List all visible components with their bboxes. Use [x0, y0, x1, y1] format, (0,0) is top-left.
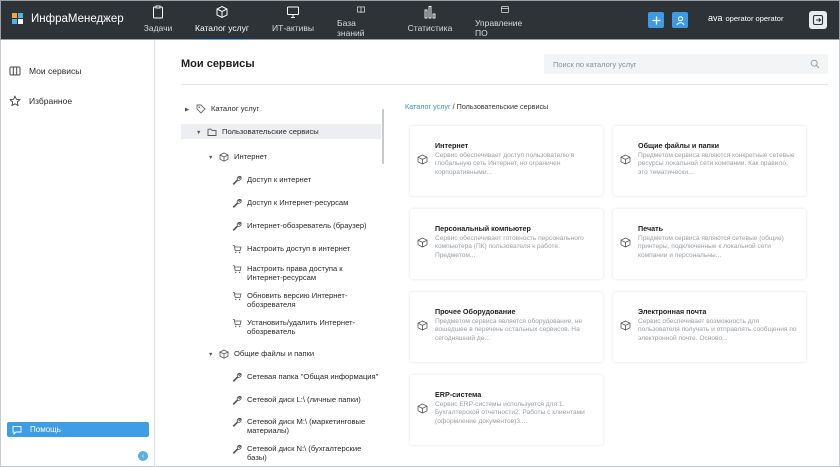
logout-button[interactable]	[809, 11, 827, 29]
expand-arrow-icon[interactable]: ▼	[208, 155, 214, 161]
cube-icon	[620, 154, 631, 165]
card-description: Предметом сервиса являются сетевые (общие) принтеры, подключенные к локальной сети компании и персональны...	[638, 235, 784, 259]
service-card[interactable]	[410, 292, 603, 362]
expand-arrow-icon[interactable]: ▼	[208, 352, 214, 358]
tree-leaf[interactable]	[232, 372, 382, 382]
service-card[interactable]	[410, 209, 603, 279]
logo-icon	[11, 12, 25, 26]
tree-node-label: Установить/удалить Интернет-обозреватель	[247, 318, 356, 336]
expand-arrow-icon[interactable]: ▶	[185, 107, 190, 113]
card-title: Интернет	[435, 141, 469, 150]
tree-node-label: Настроить права доступа к Интернет-ресурсам	[247, 264, 343, 282]
card-title: ERP-система	[435, 390, 482, 399]
page-title: Мои сервисы	[181, 58, 255, 70]
tree-leaf[interactable]	[232, 318, 367, 336]
card-title: Общие файлы и папки	[638, 141, 720, 150]
tree-leaf[interactable]	[232, 264, 362, 282]
tree-leaf[interactable]	[232, 417, 372, 435]
user-menu[interactable]	[708, 13, 783, 23]
expand-arrow-icon[interactable]: ▼	[196, 130, 202, 136]
tree-node-label: Интернет-обозреватель (браузер)	[247, 221, 367, 230]
tree-leaf[interactable]	[232, 244, 382, 254]
service-card[interactable]	[613, 292, 806, 362]
user-icon	[675, 15, 686, 26]
tree-leaf[interactable]	[232, 175, 382, 185]
card-description: Предметом сервиса является оборудование, не вошедшее в перечень остальных сервисов. На сегодняшний де...	[435, 318, 583, 342]
tree-node-label: Сетевой диск N:\ (бухгалтерские базы)	[247, 444, 362, 462]
search-input[interactable]	[553, 60, 793, 69]
card-title: Печать	[638, 224, 664, 233]
card-description: Предметом сервиса являются конкретные сетевые ресурсы локальной сети компании. Как правило, это тематически...	[638, 152, 795, 176]
plus-icon	[651, 15, 662, 26]
nav-software-management[interactable]: Управление ПО	[475, 5, 535, 38]
tree-node-label: Настроить доступ в интернет	[247, 244, 351, 253]
wrench-icon	[232, 221, 242, 231]
tree-leaf[interactable]	[232, 444, 372, 462]
wrench-icon	[232, 395, 242, 405]
breadcrumb	[405, 102, 548, 111]
tree-node-label: Сетевой диск M:\ (маркетинговые материалы)	[247, 417, 366, 435]
service-card[interactable]	[613, 126, 806, 196]
avatar: ava	[708, 13, 723, 23]
service-card[interactable]	[613, 209, 806, 279]
tree-node-label: Каталог услуг	[211, 104, 260, 113]
cube-icon	[219, 349, 229, 359]
tree-node-label: Доступ к Интернет-ресурсам	[247, 198, 349, 207]
wrench-icon	[232, 372, 242, 382]
card-description: Сервис ERP-системы используется для:1. Бухгалтерской отчетности2. Работы с клиентами (оформление документов)3....	[435, 401, 585, 425]
columns-icon	[9, 65, 21, 77]
card-title: Прочее Оборудование	[435, 307, 516, 316]
search-icon[interactable]	[810, 59, 820, 69]
card-title: Электронная почта	[638, 307, 707, 316]
cube-icon	[417, 237, 428, 248]
service-card[interactable]	[410, 126, 603, 196]
wrench-icon	[232, 417, 242, 427]
cube-icon	[219, 152, 229, 162]
tree-node-internet[interactable]	[208, 152, 267, 163]
breadcrumb-link[interactable]: Каталог услуг	[405, 102, 451, 111]
cube-icon	[620, 320, 631, 331]
folder-icon	[207, 127, 217, 137]
add-button[interactable]	[648, 12, 664, 28]
star-icon	[9, 95, 21, 107]
help-button[interactable]: Помощь	[7, 422, 149, 437]
user-name: operator operator	[725, 14, 784, 23]
breadcrumb-separator: /	[450, 102, 457, 111]
logout-icon	[812, 14, 824, 26]
tree-leaf[interactable]	[232, 291, 362, 309]
wrench-icon	[232, 175, 242, 185]
card-description: Сервис обеспечивает возможность для пользователя получать и отправлять сообщения по электронной почте. Осново...	[638, 318, 797, 342]
top-bar	[0, 0, 840, 40]
tree-node-label: Пользовательские сервисы	[222, 127, 319, 136]
nav-tasks[interactable]: Задачи	[141, 5, 175, 38]
chevron-left-icon: ‹	[141, 452, 145, 460]
app-logo[interactable]	[11, 12, 124, 26]
nav-service-catalog[interactable]: Каталог услуг	[194, 5, 250, 38]
tree-node-label: Доступ к интернет	[247, 175, 312, 184]
nav-it-assets[interactable]: ИТ-активы	[271, 5, 315, 38]
cart-icon	[232, 291, 242, 301]
bar-chart-icon	[423, 5, 437, 19]
breadcrumb-current: Пользовательские сервисы	[456, 102, 549, 111]
sidebar	[0, 40, 155, 467]
collapse-sidebar-button[interactable]	[138, 451, 148, 461]
tree-node-label: Общие файлы и папки	[234, 349, 315, 358]
main-content	[156, 40, 840, 467]
sidebar-item-favorites[interactable]	[9, 95, 72, 107]
user-profile-button[interactable]	[672, 12, 688, 28]
tree-leaf[interactable]	[232, 221, 382, 231]
card-description: Сервис обеспечивает доступ пользователю в глобальную сеть Интернет, но ограничен корпоративными...	[435, 152, 575, 176]
cube-icon	[417, 403, 428, 414]
cart-icon	[232, 264, 242, 274]
sidebar-item-my-services[interactable]	[9, 65, 81, 77]
tree-node-label: Сетевой диск L:\ (личные папки)	[247, 395, 361, 404]
card-description: Сервис обеспечивает готовность персонального компьютера (ПК) пользователя к работе. Предметом...	[435, 235, 584, 259]
divider	[181, 84, 828, 85]
tree-leaf[interactable]	[232, 198, 382, 208]
cube-icon	[620, 237, 631, 248]
book-icon	[354, 5, 368, 14]
tree-node-label: Сетевая папка "Общая информация"	[247, 372, 379, 381]
tree-node-catalog[interactable]	[185, 104, 259, 115]
tree-scrollbar[interactable]	[382, 109, 384, 164]
cart-icon	[232, 244, 242, 254]
clipboard-icon	[151, 5, 165, 19]
sidebar-item-label: Мои сервисы	[29, 66, 82, 76]
cart-icon	[232, 318, 242, 328]
service-card[interactable]	[410, 375, 603, 445]
card-title: Персональный компьютер	[435, 224, 531, 233]
tree-node-label: Интернет	[234, 152, 268, 161]
tree-node-shared-files[interactable]	[208, 349, 314, 360]
nav-knowledge-base[interactable]: База знаний	[337, 5, 385, 38]
cube-icon	[417, 154, 428, 165]
cube-icon	[215, 5, 229, 19]
search-box[interactable]	[544, 54, 828, 74]
cube-icon	[417, 320, 428, 331]
window-icon	[498, 5, 512, 14]
app-title: ИнфраМенеджер	[31, 13, 124, 25]
wrench-icon	[232, 198, 242, 208]
tree-node-label: Обновить версию Интернет-обозревателя	[247, 291, 348, 309]
tree-leaf[interactable]	[232, 395, 382, 405]
sidebar-item-label: Избранное	[29, 96, 73, 106]
catalog-tree	[181, 97, 384, 467]
nav-statistics[interactable]: Статистика	[406, 5, 454, 38]
monitor-icon	[286, 5, 300, 19]
wrench-icon	[232, 444, 242, 454]
tag-icon	[196, 104, 206, 114]
tree-node-user-services[interactable]	[181, 124, 381, 139]
chat-icon	[12, 425, 22, 435]
